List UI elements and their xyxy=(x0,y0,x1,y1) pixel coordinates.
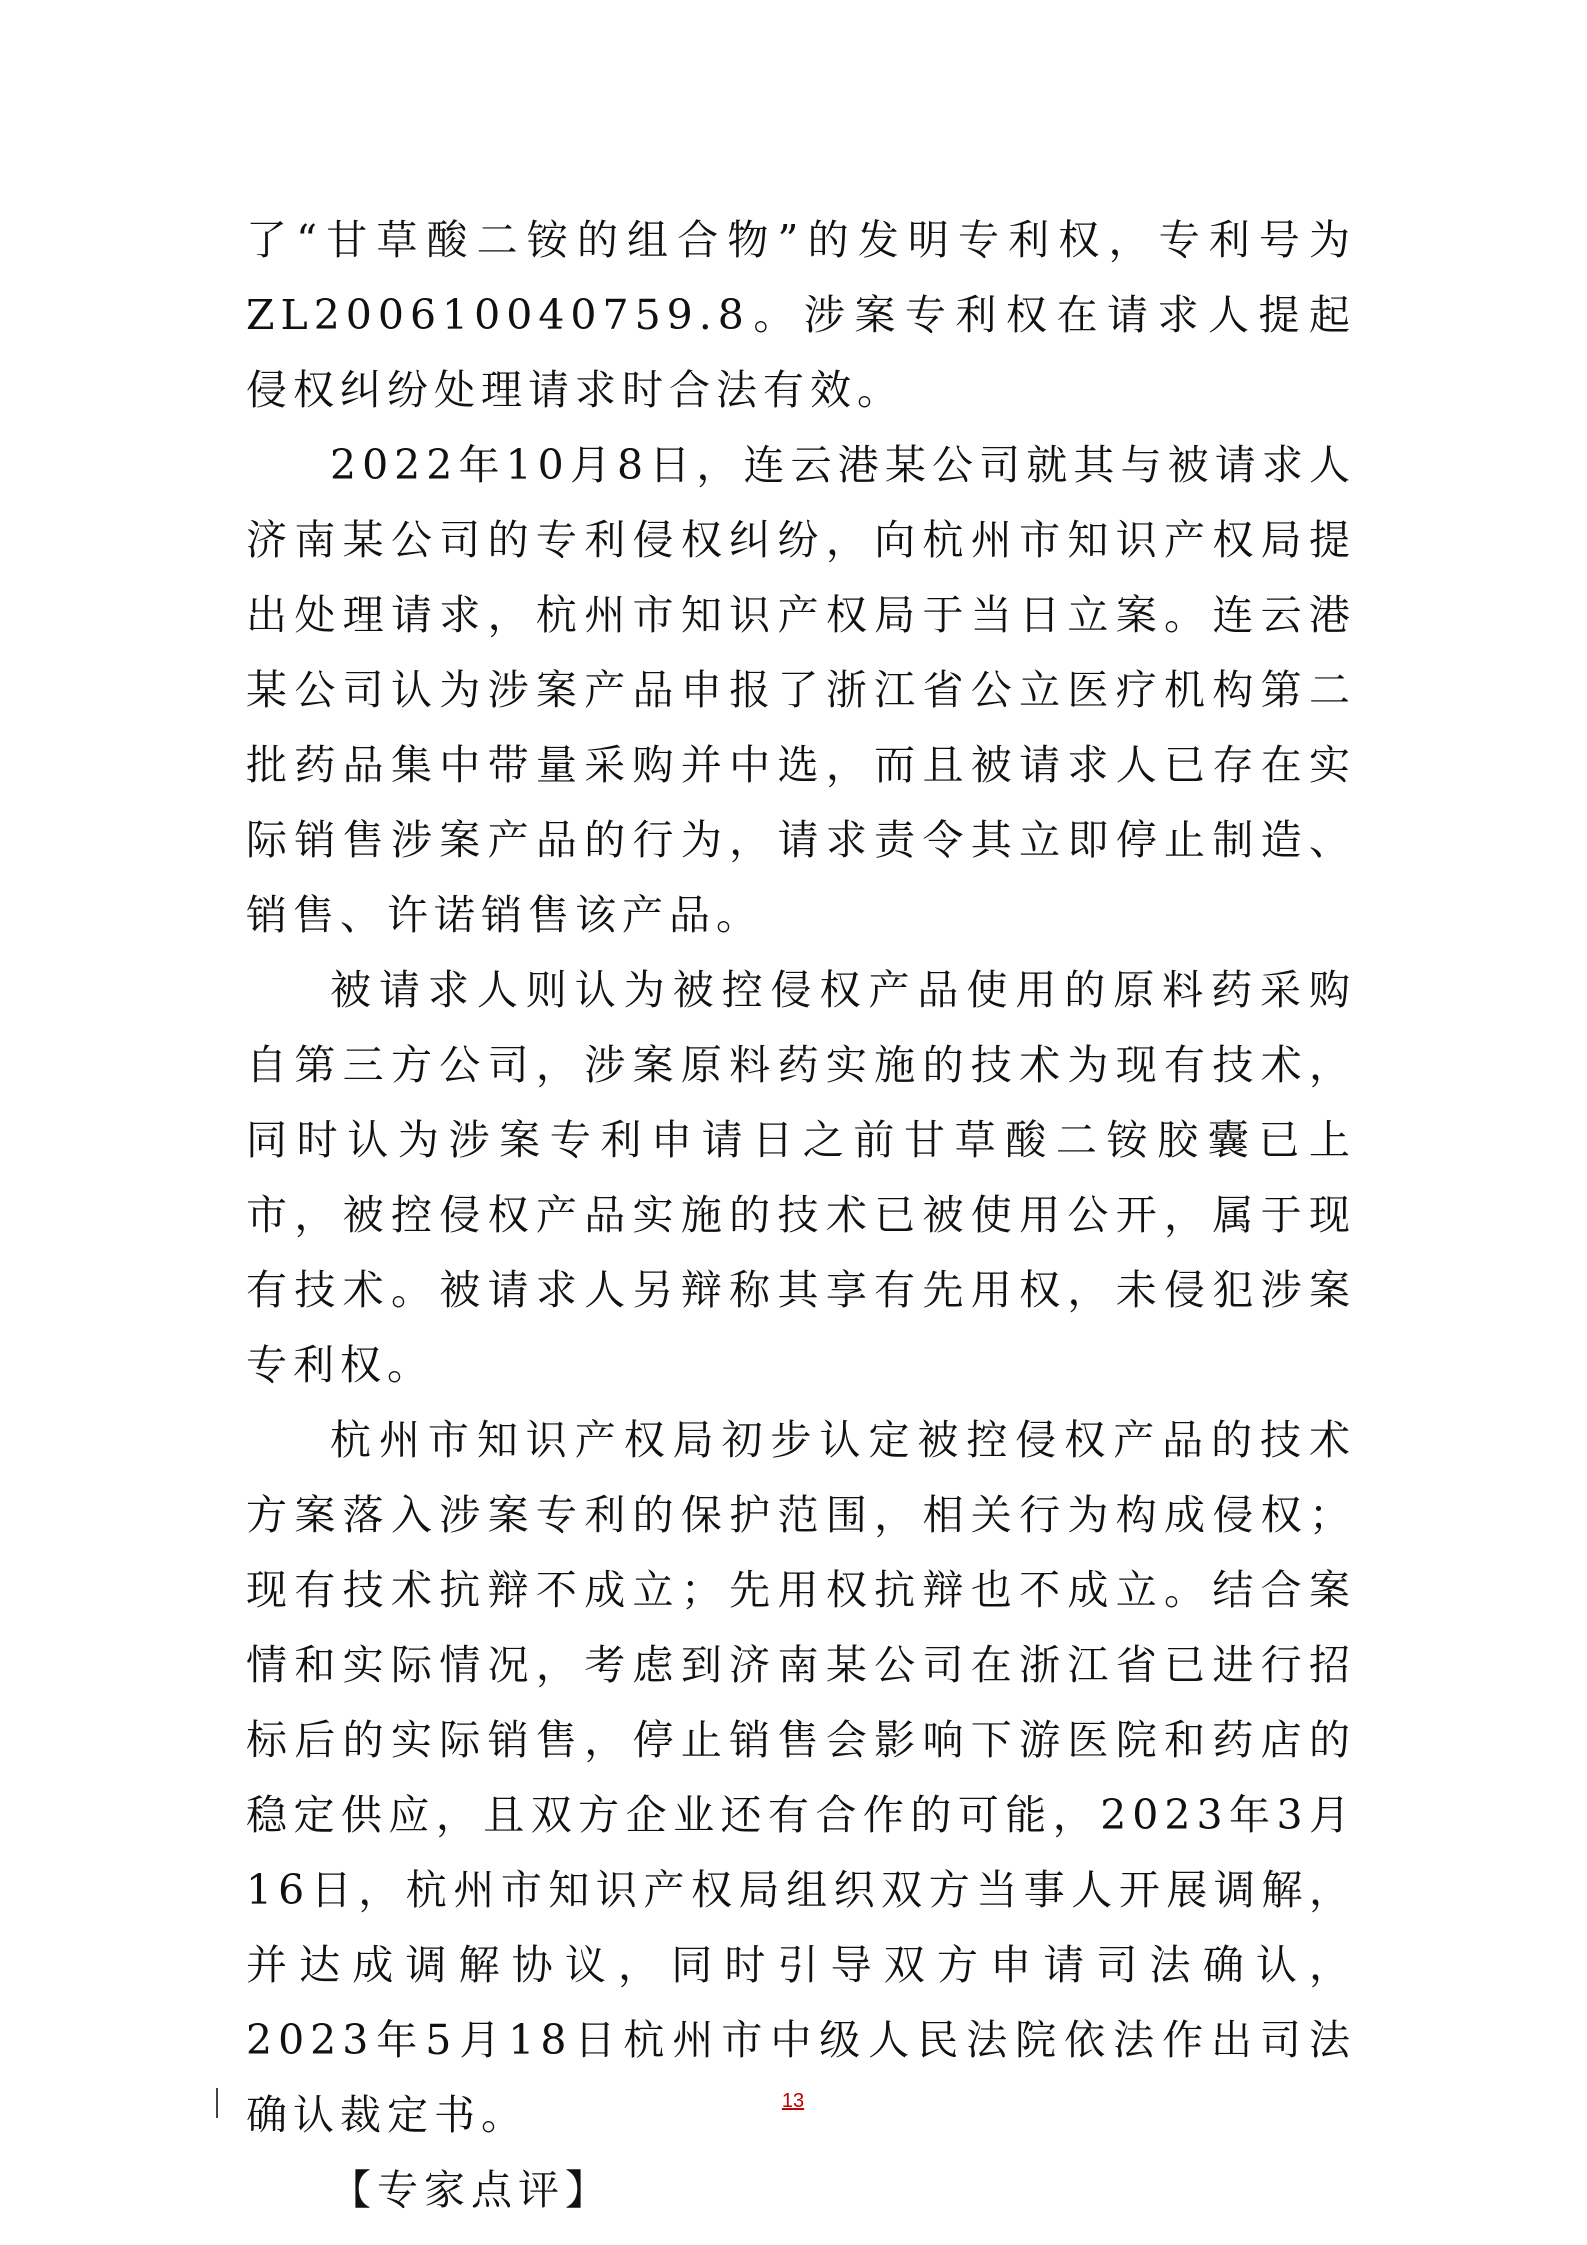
page-number: 13 xyxy=(781,2090,805,2112)
paragraph-respondent-defense: 被请求人则认为被控侵权产品使用的原料药采购自第三方公司，涉案原料药实施的技术为现有技术，同时认为涉案专利申请日之前甘草酸二铵胶囊已上市，被控侵权产品实施的技术已被使用公开，属于现有技术。被请求人另辩称其享有先用权，未侵犯涉案专利权。 xyxy=(246,966,1356,1389)
section-heading-expert-review: 【专家点评】 xyxy=(330,2166,612,2214)
paragraph-dispute-filing: 2022年10月8日，连云港某公司就其与被请求人济南某公司的专利侵权纠纷，向杭州市知识产权局提出处理请求，杭州市知识产权局于当日立案。连云港某公司认为涉案产品申报了浙江省公立医疗机构第二批药品集中带量采购并中选，而且被请求人已存在实际销售涉案产品的行为，请求责令其立即停止制造、销售、许诺销售该产品。 xyxy=(246,441,1356,939)
margin-line xyxy=(216,2088,218,2118)
document-body xyxy=(246,203,1356,2228)
paragraph-mediation-outcome: 杭州市知识产权局初步认定被控侵权产品的技术方案落入涉案专利的保护范围，相关行为构成侵权；现有技术抗辩不成立；先用权抗辩也不成立。结合案情和实际情况，考虑到济南某公司在浙江省已进行招标后的实际销售，停止销售会影响下游医院和药店的稳定供应，且双方企业还有合作的可能，2023年3月16日，杭州市知识产权局组织双方当事人开展调解，并达成调解协议，同时引导双方申请司法确认，2023年5月18日杭州市中级人民法院依法作出司法确认裁定书。 xyxy=(246,1416,1356,2139)
paragraph-patent-info: 了“甘草酸二铵的组合物”的发明专利权，专利号为ZL200610040759.8。涉案专利权在请求人提起侵权纠纷处理请求时合法有效。 xyxy=(246,216,1356,414)
